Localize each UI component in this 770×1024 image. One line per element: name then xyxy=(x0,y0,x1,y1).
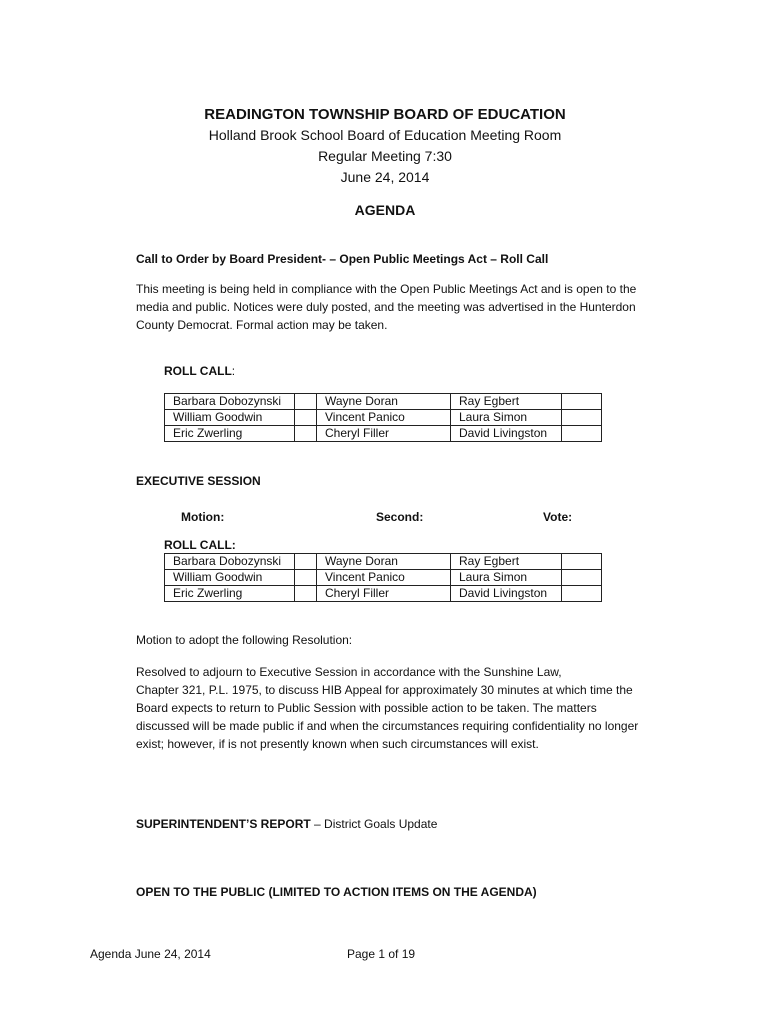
vote-cell xyxy=(562,554,602,570)
resolution-paragraph xyxy=(136,663,676,753)
compliance-line: media and public. Notices were duly posted, and the meeting was advertised in the Hunterdon xyxy=(136,300,636,314)
table-row xyxy=(165,570,602,586)
table-row xyxy=(165,394,602,410)
resolution-line: discussed will be made public if and when the circumstances requiring confidentiality no longer xyxy=(136,719,639,733)
member-name: David Livingston xyxy=(451,586,562,602)
vote-cell xyxy=(295,410,317,426)
member-name: Barbara Dobozynski xyxy=(165,394,295,410)
member-name: Eric Zwerling xyxy=(165,426,295,442)
resolution-line: Resolved to adjourn to Executive Session in accordance with the Sunshine Law, xyxy=(136,665,562,679)
table-row xyxy=(165,426,602,442)
page-number: Page 1 of 19 xyxy=(347,947,416,961)
roll-call-table xyxy=(164,553,602,602)
member-name: Cheryl Filler xyxy=(317,586,451,602)
vote-cell xyxy=(562,426,602,442)
vote-label: Vote: xyxy=(543,510,573,524)
roll-call-table xyxy=(164,393,602,442)
meeting-location: Holland Brook School Board of Education Meeting Room xyxy=(208,127,562,143)
compliance-line: This meeting is being held in compliance with the Open Public Meetings Act and is open to the xyxy=(136,282,637,296)
vote-cell xyxy=(562,394,602,410)
member-name: Laura Simon xyxy=(451,570,562,586)
table-row xyxy=(165,586,602,602)
compliance-paragraph xyxy=(136,280,676,334)
public-heading: OPEN TO THE PUBLIC (LIMITED TO ACTION ITEMS ON THE AGENDA) xyxy=(136,885,537,899)
resolution-line: Chapter 321, P.L. 1975, to discuss HIB Appeal for approximately 30 minutes at which time the xyxy=(136,683,633,697)
member-name: Laura Simon xyxy=(451,410,562,426)
vote-cell xyxy=(562,410,602,426)
vote-cell xyxy=(295,554,317,570)
member-name: Vincent Panico xyxy=(317,410,451,426)
member-name: William Goodwin xyxy=(165,410,295,426)
vote-cell xyxy=(562,586,602,602)
vote-cell xyxy=(295,394,317,410)
motion-label: Motion: xyxy=(181,510,225,524)
roll-call-label: ROLL CALL: xyxy=(164,364,236,378)
member-name: William Goodwin xyxy=(165,570,295,586)
member-name: Eric Zwerling xyxy=(165,586,295,602)
second-label: Second: xyxy=(376,510,424,524)
vote-cell xyxy=(295,570,317,586)
agenda-heading: AGENDA xyxy=(354,202,416,218)
org-title: READINGTON TOWNSHIP BOARD OF EDUCATION xyxy=(204,106,566,123)
superintendent-detail: – District Goals Update xyxy=(310,817,438,831)
roll-call-label: ROLL CALL: xyxy=(164,538,236,552)
meeting-date: June 24, 2014 xyxy=(340,169,430,185)
call-to-order-heading: Call to Order by Board President- – Open Public Meetings Act – Roll Call xyxy=(136,252,549,266)
vote-cell xyxy=(562,570,602,586)
table-row xyxy=(165,410,602,426)
member-name: Cheryl Filler xyxy=(317,426,451,442)
member-name: Ray Egbert xyxy=(451,394,562,410)
superintendent-heading: SUPERINTENDENT’S REPORT xyxy=(136,817,311,831)
member-name: Barbara Dobozynski xyxy=(165,554,295,570)
table-row xyxy=(165,554,602,570)
member-name: Ray Egbert xyxy=(451,554,562,570)
member-name: Wayne Doran xyxy=(317,554,451,570)
vote-cell xyxy=(295,586,317,602)
superintendent-report xyxy=(136,815,437,833)
member-name: David Livingston xyxy=(451,426,562,442)
footer-left: Agenda June 24, 2014 xyxy=(90,947,211,961)
motion-text: Motion to adopt the following Resolution: xyxy=(136,633,353,647)
compliance-line: County Democrat. Formal action may be taken. xyxy=(136,318,388,332)
resolution-line: exist; however, if is not presently known when such circumstances will exist. xyxy=(136,737,539,751)
resolution-line: Board expects to return to Public Session with possible action to be taken. The matters xyxy=(136,701,597,715)
member-name: Vincent Panico xyxy=(317,570,451,586)
member-name: Wayne Doran xyxy=(317,394,451,410)
executive-session-heading: EXECUTIVE SESSION xyxy=(136,474,261,488)
vote-cell xyxy=(295,426,317,442)
meeting-type: Regular Meeting 7:30 xyxy=(318,148,452,164)
